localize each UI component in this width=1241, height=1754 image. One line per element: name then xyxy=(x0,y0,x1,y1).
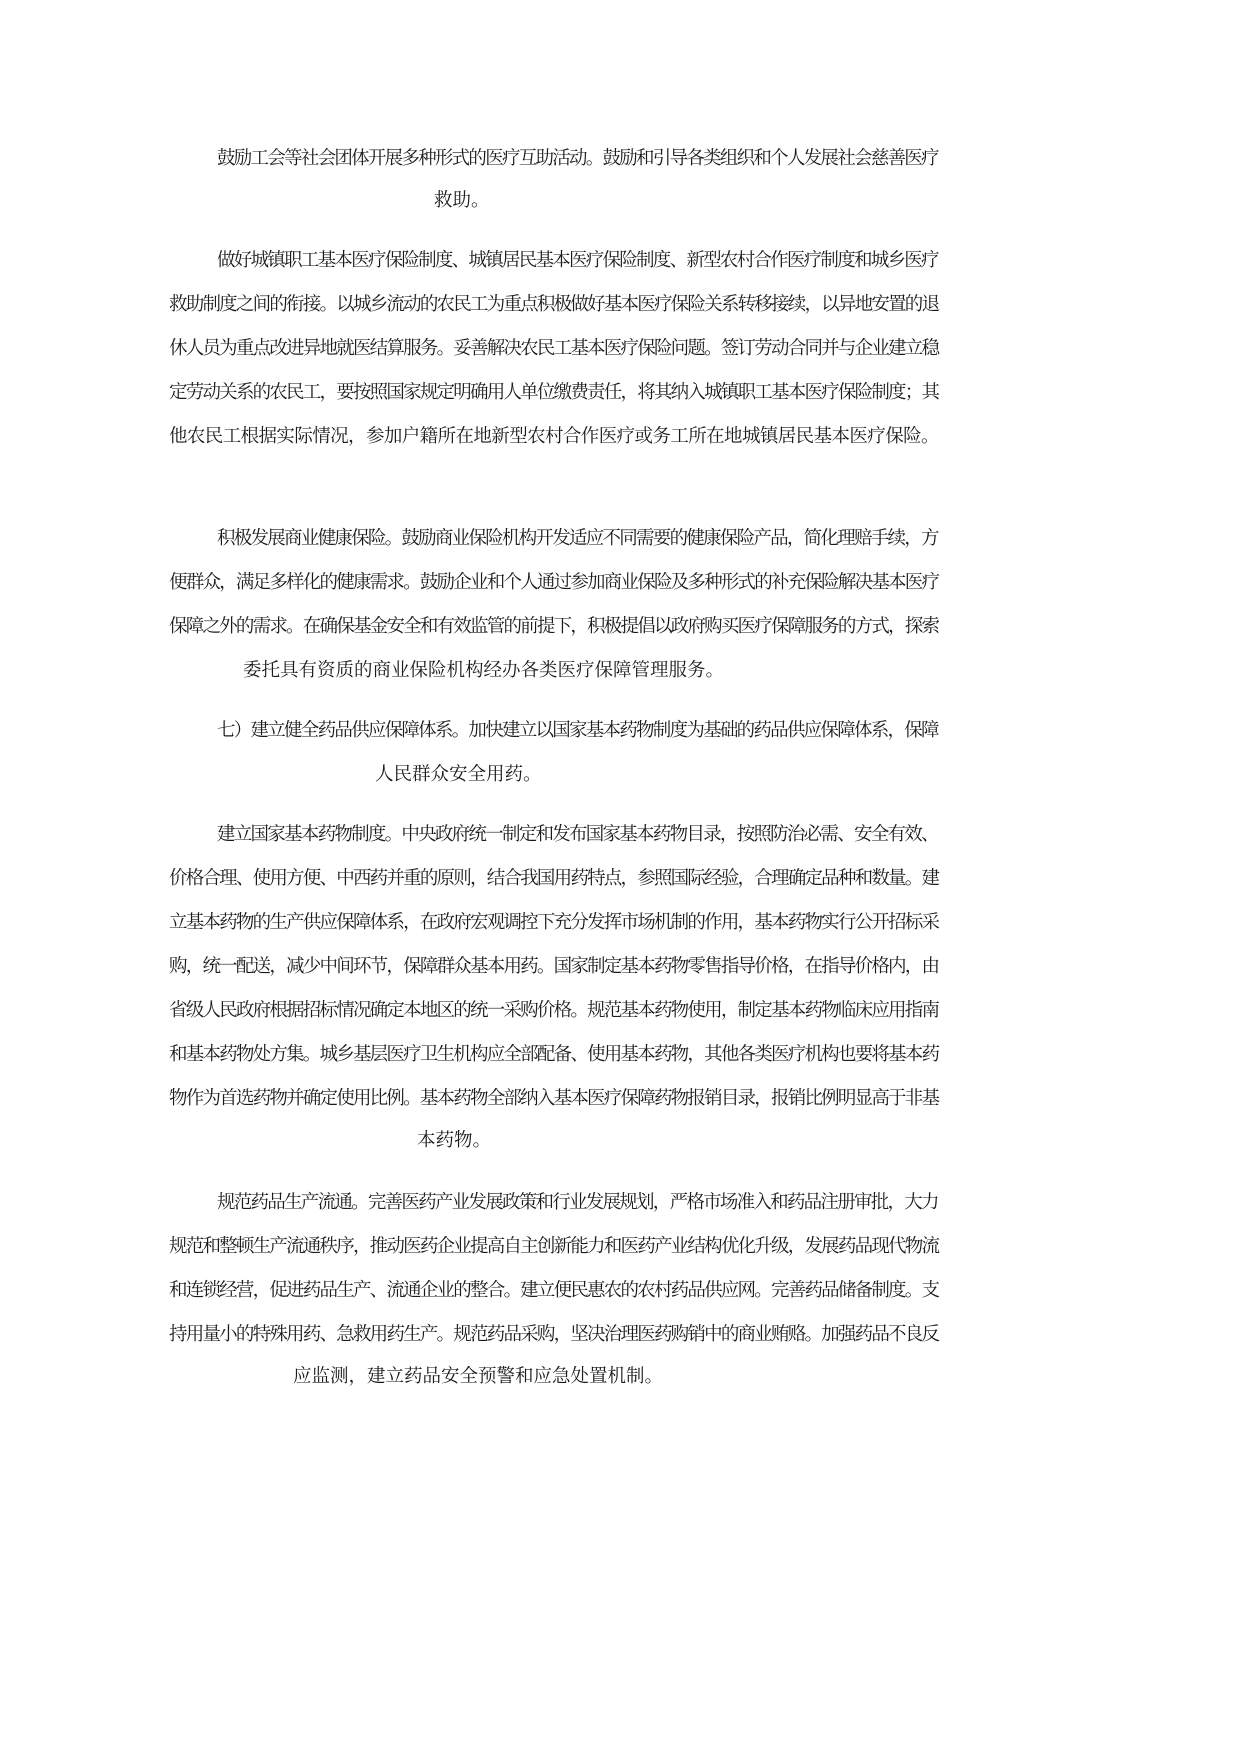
paragraph-2-line-4: 定劳动关系的农民工，要按照国家规定明确用人单位缴费责任，将其纳入城镇职工基本医疗保险制度；其 xyxy=(169,382,939,403)
paragraph-5-line-6: 和基本药物处方集。城乡基层医疗卫生机构应全部配备、使用基本药物，其他各类医疗机构也要将基本药 xyxy=(169,1044,939,1065)
paragraph-2-line-3: 休人员为重点改进异地就医结算服务。妥善解决农民工基本医疗保险问题。签订劳动合同并与企业建立稳 xyxy=(169,338,939,359)
paragraph-2-line-2: 救助制度之间的衔接。以城乡流动的农民工为重点积极做好基本医疗保险关系转移接续，以异地安置的退 xyxy=(169,294,939,315)
paragraph-5-line-7: 物作为首选药物并确定使用比例。基本药物全部纳入基本医疗保障药物报销目录，报销比例明显高于非基 xyxy=(169,1088,939,1109)
paragraph-5-line-1: 建立国家基本药物制度。中央政府统一制定和发布国家基本药物目录，按照防治必需、安全有效、 xyxy=(217,824,938,845)
paragraph-6-line-4: 持用量小的特殊用药、急救用药生产。规范药品采购，坚决治理医药购销中的商业贿赂。加强药品不良反 xyxy=(169,1324,939,1345)
paragraph-3-line-4: 委托具有资质的商业保险机构经办各类医疗保障管理服务。 xyxy=(243,660,725,681)
paragraph-1-line-2: 救助。 xyxy=(434,190,490,211)
paragraph-6-line-2: 规范和整顿生产流通秩序，推动医药企业提高自主创新能力和医药产业结构优化升级，发展药品现代物流 xyxy=(169,1236,939,1257)
paragraph-6-line-5: 应监测，建立药品安全预警和应急处置机制。 xyxy=(293,1366,664,1387)
paragraph-6-line-3: 和连锁经营，促进药品生产、流通企业的整合。建立便民惠农的农村药品供应网。完善药品储备制度。支 xyxy=(169,1280,939,1301)
paragraph-5-line-3: 立基本药物的生产供应保障体系，在政府宏观调控下充分发挥市场机制的作用，基本药物实行公开招标采 xyxy=(169,912,939,933)
paragraph-3-line-3: 保障之外的需求。在确保基金安全和有效监管的前提下，积极提倡以政府购买医疗保障服务的方式，探索 xyxy=(169,616,939,637)
paragraph-4-line-1: 七）建立健全药品供应保障体系。加快建立以国家基本药物制度为基础的药品供应保障体系，保障 xyxy=(217,720,938,741)
paragraph-3-line-2: 便群众，满足多样化的健康需求。鼓励企业和个人通过参加商业保险及多种形式的补充保险解决基本医疗 xyxy=(169,572,939,593)
paragraph-4-line-2: 人民群众安全用药。 xyxy=(375,764,542,785)
paragraph-2-line-5: 他农民工根据实际情况，参加户籍所在地新型农村合作医疗或务工所在地城镇居民基本医疗保险。 xyxy=(169,426,939,447)
paragraph-5-line-2: 价格合理、使用方便、中西药并重的原则，结合我国用药特点，参照国际经验，合理确定品种和数量。建 xyxy=(169,868,939,889)
paragraph-5-line-4: 购，统一配送，减少中间环节，保障群众基本用药。国家制定基本药物零售指导价格，在指导价格内，由 xyxy=(169,956,939,977)
paragraph-5-line-8: 本药物。 xyxy=(417,1130,492,1151)
paragraph-6-line-1: 规范药品生产流通。完善医药产业发展政策和行业发展规划，严格市场准入和药品注册审批，大力 xyxy=(217,1192,938,1213)
paragraph-5-line-5: 省级人民政府根据招标情况确定本地区的统一采购价格。规范基本药物使用，制定基本药物临床应用指南 xyxy=(169,1000,939,1021)
paragraph-3-line-1: 积极发展商业健康保险。鼓励商业保险机构开发适应不同需要的健康保险产品，简化理赔手续，方 xyxy=(217,528,938,549)
paragraph-1-line-1: 鼓励工会等社会团体开展多种形式的医疗互助活动。鼓励和引导各类组织和个人发展社会慈善医疗 xyxy=(217,148,938,169)
paragraph-2-line-1: 做好城镇职工基本医疗保险制度、城镇居民基本医疗保险制度、新型农村合作医疗制度和城乡医疗 xyxy=(217,250,938,271)
